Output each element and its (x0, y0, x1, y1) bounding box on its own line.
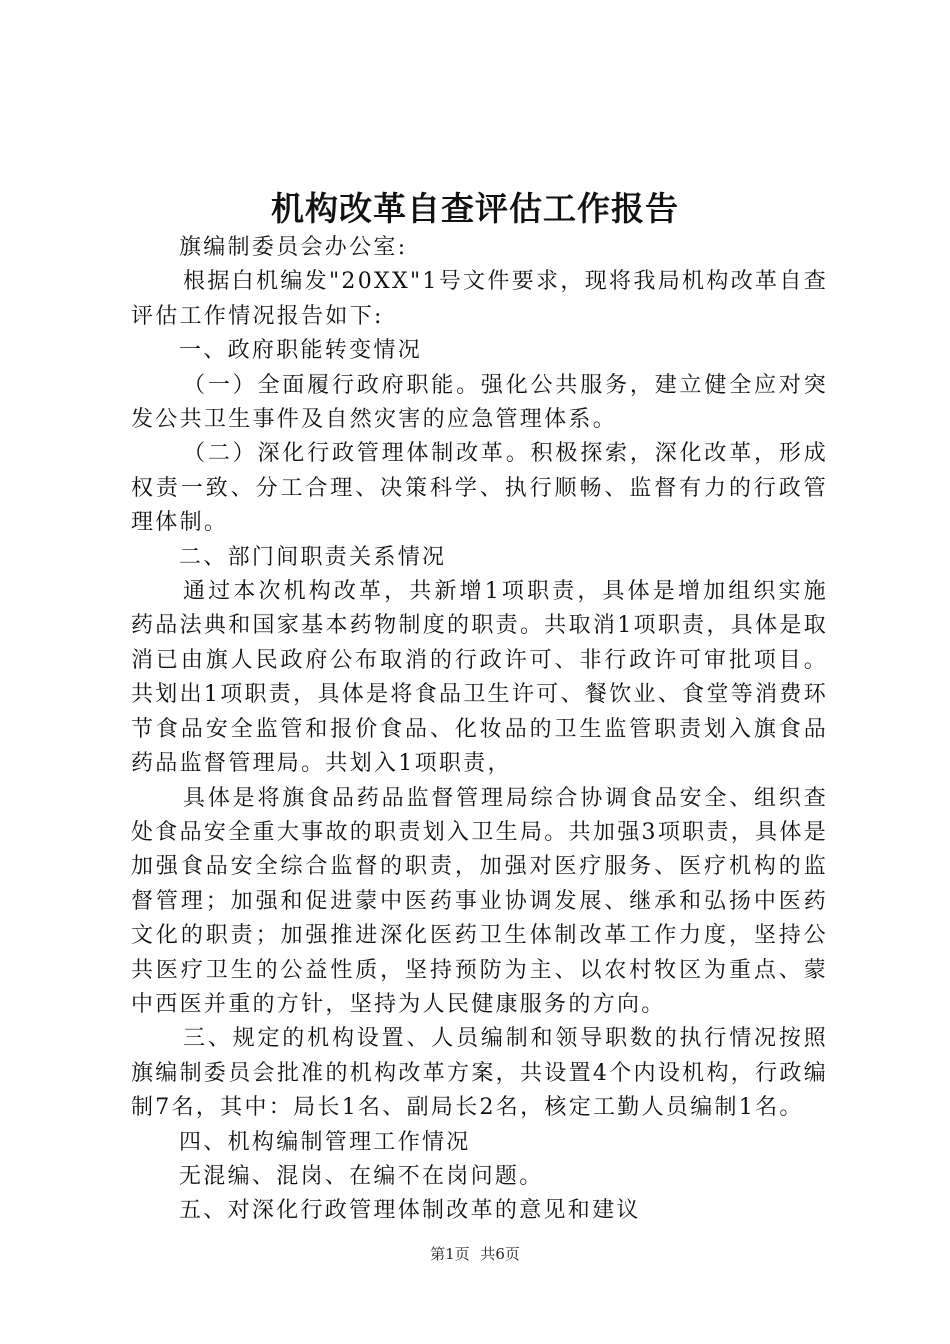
paragraph-section-2-part-1: 通过本次机构改革，共新增1项职责，具体是增加组织实施药品法典和国家基本药物制度的职责。共取消1项职责，具体是取消已由旗人民政府公布取消的行政许可、非行政许可审批项目。共划出1项职责，具体是将食品卫生许可、餐饮业、食堂等消费环节食品安全监管和报价食品、化妆品的卫生监管职责划入旗食品药品监督管理局。共划入1项职责， (131, 579, 828, 777)
page-total: 共6页 (480, 1245, 520, 1263)
paragraph-section-4: 无混编、混岗、在编不在岗问题。 (179, 1163, 544, 1189)
heading-section-4: 四、机构编制管理工作情况 (179, 1129, 471, 1155)
paragraph-section-1-item-1: （一）全面履行政府职能。强化公共服务，建立健全应对突发公共卫生事件及自然灾害的应急管理体系。 (131, 372, 828, 433)
paragraph-section-1-item-2: （二）深化行政管理体制改革。积极探索，深化改革，形成权责一致、分工合理、决策科学、执行顺畅、监督有力的行政管理体制。 (131, 441, 828, 536)
heading-section-5: 五、对深化行政管理体制改革的意见和建议 (179, 1198, 641, 1224)
page-number: 第1页 (430, 1245, 470, 1263)
heading-section-1: 一、政府职能转变情况 (179, 338, 423, 364)
document-title: 机构改革自查评估工作报告 (271, 189, 679, 228)
page-footer (0, 1244, 950, 1264)
document-body (131, 231, 828, 1229)
paragraph-addressee: 旗编制委员会办公室: (179, 235, 408, 260)
heading-section-2: 二、部门间职责关系情况 (179, 544, 447, 570)
paragraph-section-2-part-2: 具体是将旗食品药品监督管理局综合协调食品安全、组织查处食品安全重大事故的职责划入卫生局。共加强3项职责，具体是加强食品安全综合监督的职责，加强对医疗服务、医疗机构的监督管理；加强和促进蒙中医药事业协调发展、继承和弘扬中医药文化的职责；加强推进深化医药卫生体制改革工作力度，坚持公共医疗卫生的公益性质，坚持预防为主、以农村牧区为重点、蒙中西医并重的方针，坚持为人民健康服务的方向。 (131, 785, 828, 1017)
paragraph-section-3: 三、规定的机构设置、人员编制和领导职数的执行情况按照旗编制委员会批准的机构改革方案，共设置4个内设机构，行政编制7名，其中：局长1名、副局长2名，核定工勤人员编制1名。 (131, 1026, 828, 1121)
paragraph-intro: 根据白机编发"20XX"1号文件要求，现将我局机构改革自查评估工作情况报告如下: (131, 269, 828, 329)
